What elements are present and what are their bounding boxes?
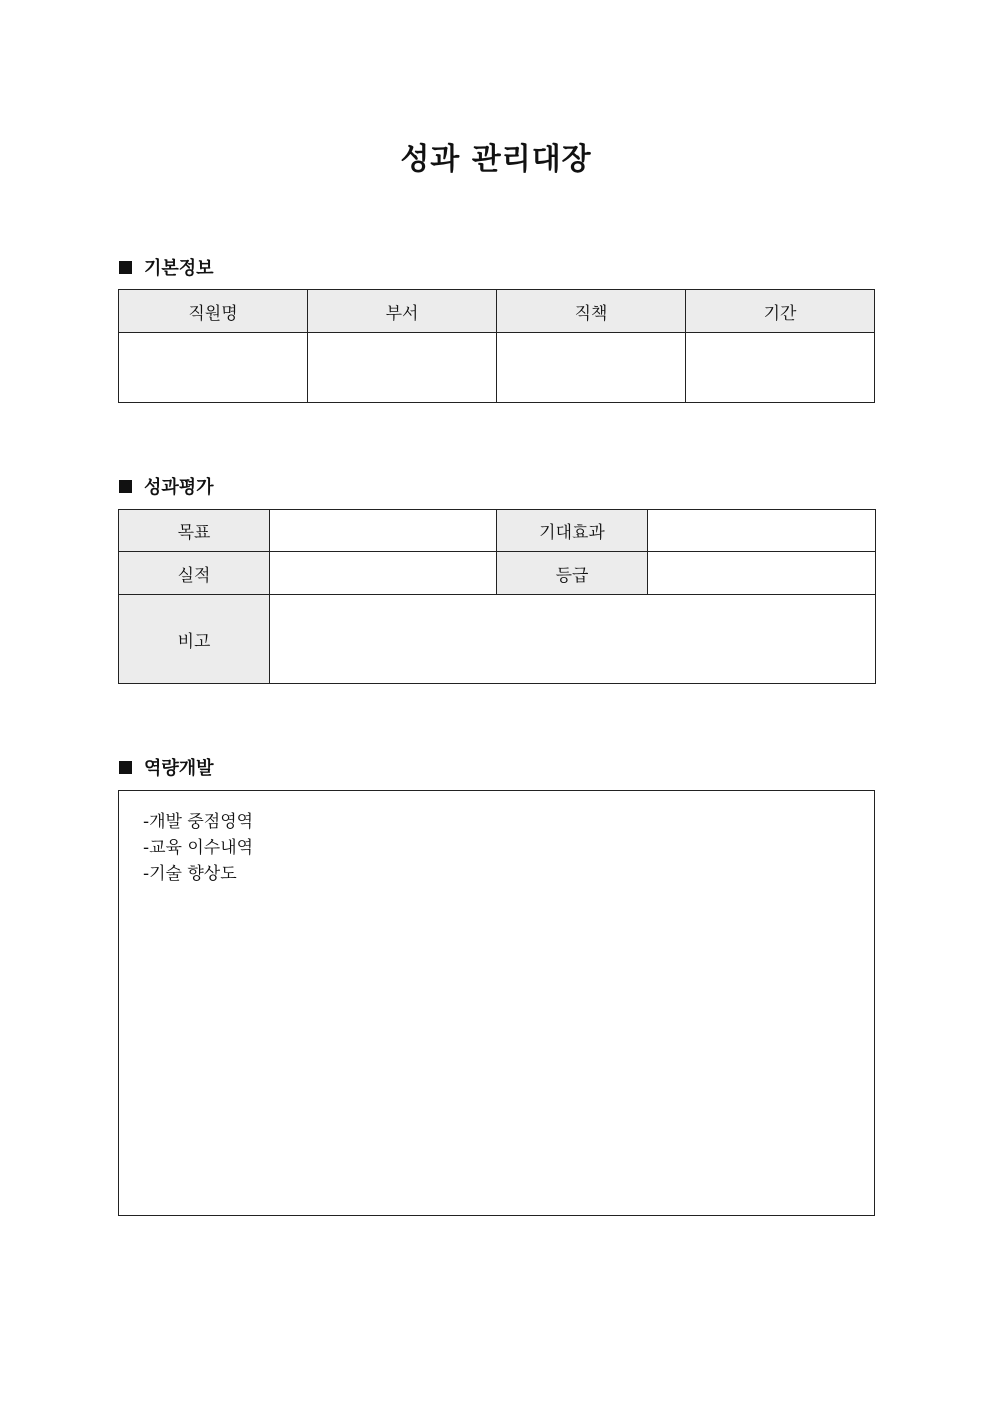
goal-field[interactable] [270,510,497,552]
performance-heading-label: 성과평가 [144,477,214,498]
result-field[interactable] [270,552,497,595]
performance-row-remarks [119,595,876,684]
square-bullet-icon [119,480,132,493]
expected-effect-label: 기대효과 [497,510,648,552]
development-text-area[interactable] [118,790,875,1216]
basic-info-value-row [119,333,875,403]
remarks-label: 비고 [119,595,270,684]
position-field[interactable] [497,333,686,403]
performance-table [118,509,876,684]
development-line-focus-area: -개발 중점영역 [143,812,254,832]
result-label: 실적 [119,552,270,595]
page-title: 성과 관리대장 [400,142,592,177]
remarks-field[interactable] [270,595,876,684]
grade-label: 등급 [497,552,648,595]
development-heading [119,754,214,780]
basic-info-heading [119,254,214,280]
expected-effect-field[interactable] [648,510,876,552]
development-line-skill: -기술 향상도 [143,864,237,884]
performance-row-result [119,552,876,595]
basic-info-header-row [119,290,875,333]
square-bullet-icon [119,761,132,774]
performance-row-goal [119,510,876,552]
development-heading-label: 역량개발 [144,758,214,779]
position-header: 직책 [497,290,686,333]
goal-label: 목표 [119,510,270,552]
period-field[interactable] [686,333,875,403]
square-bullet-icon [119,261,132,274]
performance-heading [119,473,214,499]
development-line-training: -교육 이수내역 [143,838,254,858]
department-header: 부서 [308,290,497,333]
basic-info-table [118,289,875,403]
employee-name-header: 직원명 [119,290,308,333]
basic-info-heading-label: 기본정보 [144,258,214,279]
grade-field[interactable] [648,552,876,595]
employee-name-field[interactable] [119,333,308,403]
period-header: 기간 [686,290,875,333]
department-field[interactable] [308,333,497,403]
